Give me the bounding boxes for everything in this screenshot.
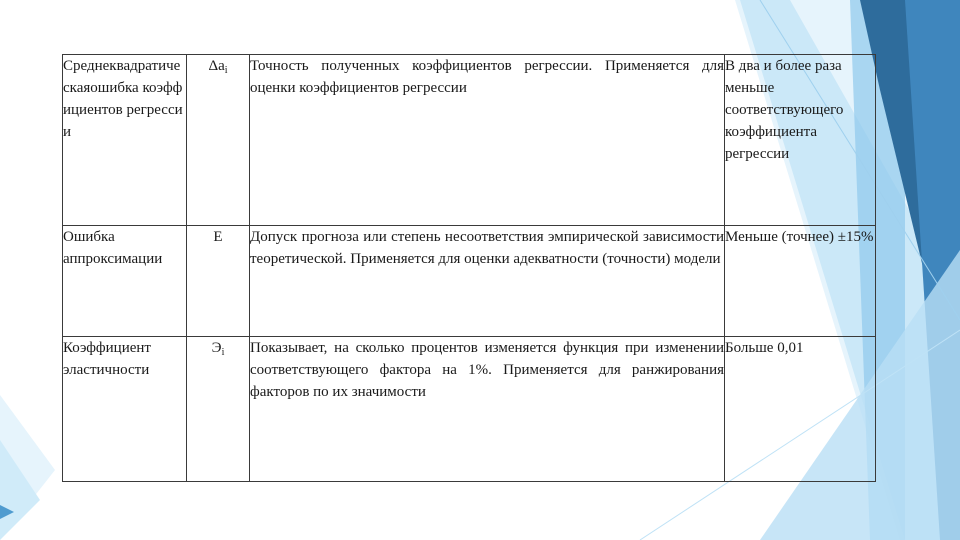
- criterion-cell: [725, 226, 876, 337]
- description: Показывает, на сколько процентов изменяется функция при изменении соответствующего фактора на 1%. Применяется для ранжирования факторов по их значимости: [250, 340, 724, 400]
- description: Допуск прогноза или степень несоответствия эмпирической зависимости теоретической. Применяется для оценки адекватности (точности) модели: [250, 229, 724, 267]
- symbol-cell: [187, 226, 250, 337]
- table-row: [63, 226, 876, 337]
- description-cell: [250, 55, 725, 226]
- criterion: Меньше (точнее) ±15%: [725, 229, 874, 245]
- table-row: [63, 55, 876, 226]
- symbol-subscript: i: [221, 347, 225, 358]
- parameter-name: Среднеквадратическаяошибка коэффициентов регрессии: [63, 58, 183, 140]
- symbol: [208, 58, 227, 74]
- parameter-name: Ошибка аппроксимации: [63, 229, 163, 267]
- symbol-cell: [187, 337, 250, 482]
- symbol-subscript: i: [224, 65, 228, 76]
- criterion: В два и более раза меньше соответствующего коэффициента регрессии: [725, 58, 844, 162]
- parameter-name-cell: [63, 226, 187, 337]
- parameters-table: [62, 54, 876, 482]
- symbol: [212, 340, 225, 356]
- parameter-name: Коэффициент эластичности: [63, 340, 151, 378]
- parameter-name-cell: [63, 337, 187, 482]
- symbol-main: Е: [213, 229, 223, 245]
- table-row: [63, 337, 876, 482]
- criterion-cell: [725, 55, 876, 226]
- parameter-name-cell: [63, 55, 187, 226]
- symbol-cell: [187, 55, 250, 226]
- description: Точность полученных коэффициентов регрессии. Применяется для оценки коэффициентов регрессии: [250, 58, 724, 96]
- description-cell: [250, 337, 725, 482]
- description-cell: [250, 226, 725, 337]
- criterion: Больше 0,01: [725, 340, 804, 356]
- symbol-main: Э: [211, 340, 222, 356]
- symbol: [213, 229, 222, 245]
- criterion-cell: [725, 337, 876, 482]
- symbol-main: Δa: [208, 58, 225, 74]
